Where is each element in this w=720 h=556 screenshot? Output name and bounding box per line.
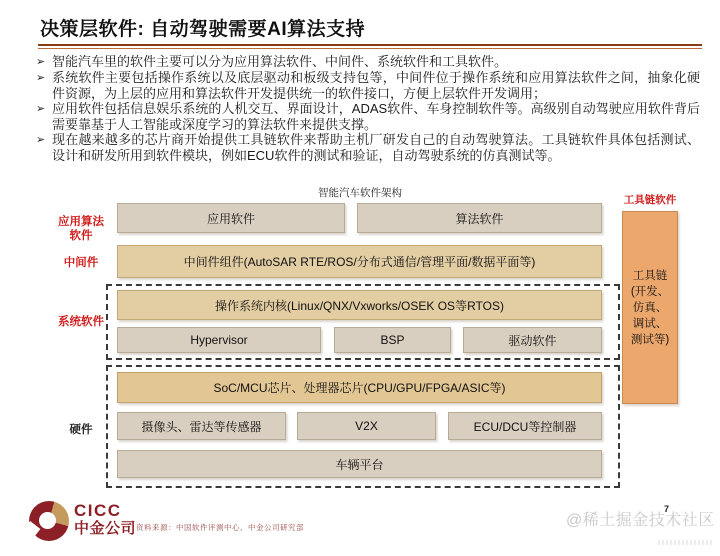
diagram-box-v2x: V2X (297, 412, 436, 440)
title-underline (38, 44, 702, 49)
source-note: 资料来源：中国软件评测中心、中金公司研究部 (136, 523, 304, 532)
watermark-text: @稀土掘金技术社区 (566, 512, 715, 529)
bullet-item (36, 54, 700, 70)
diagram-box-toolchain (622, 211, 678, 404)
diagram-box-algorithm-software: 算法软件 (357, 203, 602, 233)
bullet-text: 智能汽车里的软件主要可以分为应用算法软件、中间件、系统软件和工具软件。 (52, 54, 508, 69)
bullet-text: 系统软件主要包括操作系统以及底层驱动和板级支持包等，中间件位于操作系统和应用算法软件之间，抽象化硬件资源，为上层的应用和算法软件开发提供统一的软件接口，方便上层软件开发调用； (52, 70, 700, 101)
diagram-box-middleware: 中间件组件(AutoSAR RTE/ROS/分布式通信/管理平面/数据平面等) (117, 245, 602, 278)
bullet-item (36, 132, 700, 163)
diagram-box-soc-mcu-chips: SoC/MCU芯片、处理器芯片(CPU/GPU/FPGA/ASIC等) (117, 372, 602, 403)
diagram-box-hypervisor: Hypervisor (117, 327, 321, 353)
bullet-arrow-icon: ➢ (36, 102, 46, 115)
cicc-company-name: 中金公司 (74, 520, 137, 537)
toolchain-line: 工具链 (632, 269, 668, 282)
toolchain-line: 调试、 (632, 317, 668, 330)
bullet-arrow-icon: ➢ (36, 133, 46, 146)
bullet-arrow-icon: ➢ (36, 55, 46, 68)
diagram-box-os-kernel: 操作系统内核(Linux/QNX/Vxworks/OSEK OS等RTOS) (117, 290, 602, 320)
cicc-acronym: CICC (74, 501, 122, 520)
diagram-box-sensors: 摄像头、雷达等传感器 (117, 412, 286, 440)
page-title: 决策层软件: 自动驾驶需要AI算法支持 (40, 19, 366, 40)
cicc-logo-text (74, 502, 136, 536)
diagram-box-bsp: BSP (334, 327, 451, 353)
cicc-logo-icon (29, 501, 69, 541)
bullet-text: 应用软件包括信息娱乐系统的人机交互、界面设计，ADAS软件、车身控制软件等。高级别自动驾驶应用软件背后需要靠基于人工智能或深度学习的算法软件来提供支撑。 (52, 101, 700, 132)
toolchain-line: (开发、 (630, 285, 670, 298)
toolchain-line: 仿真、 (632, 301, 668, 314)
diagram-box-vehicle-platform: 车辆平台 (117, 450, 602, 478)
diagram-box-driver-software: 驱动软件 (463, 327, 602, 353)
bullet-text: 现在越来越多的芯片商开始提供工具链软件来帮助主机厂研发自己的自动驾驶算法。工具链软件具体包括测试、设计和研发所用到软件模块，例如ECU软件的测试和验证，自动驾驶系统的仿真测试等。 (52, 132, 700, 163)
diagram-title: 智能汽车软件架构 (318, 187, 402, 199)
micro-watermark (658, 540, 712, 545)
bullet-item (36, 101, 700, 132)
diagram-box-application-software: 应用软件 (117, 203, 345, 233)
side-label-system-software: 系统软件 (58, 316, 104, 328)
side-label-hardware: 硬件 (69, 424, 93, 436)
toolchain-line: 测试等) (630, 333, 670, 346)
bullet-item (36, 70, 700, 101)
side-label-middleware: 中间件 (63, 257, 99, 269)
side-label-application-algorithm-software: 应用算法软件 (58, 216, 104, 242)
bullet-list (36, 54, 700, 163)
diagram-box-ecu-dcu-controllers: ECU/DCU等控制器 (448, 412, 602, 440)
bullet-arrow-icon: ➢ (36, 71, 46, 84)
side-label-toolchain-software: 工具链软件 (623, 194, 677, 206)
page-number: 7 (664, 504, 670, 514)
